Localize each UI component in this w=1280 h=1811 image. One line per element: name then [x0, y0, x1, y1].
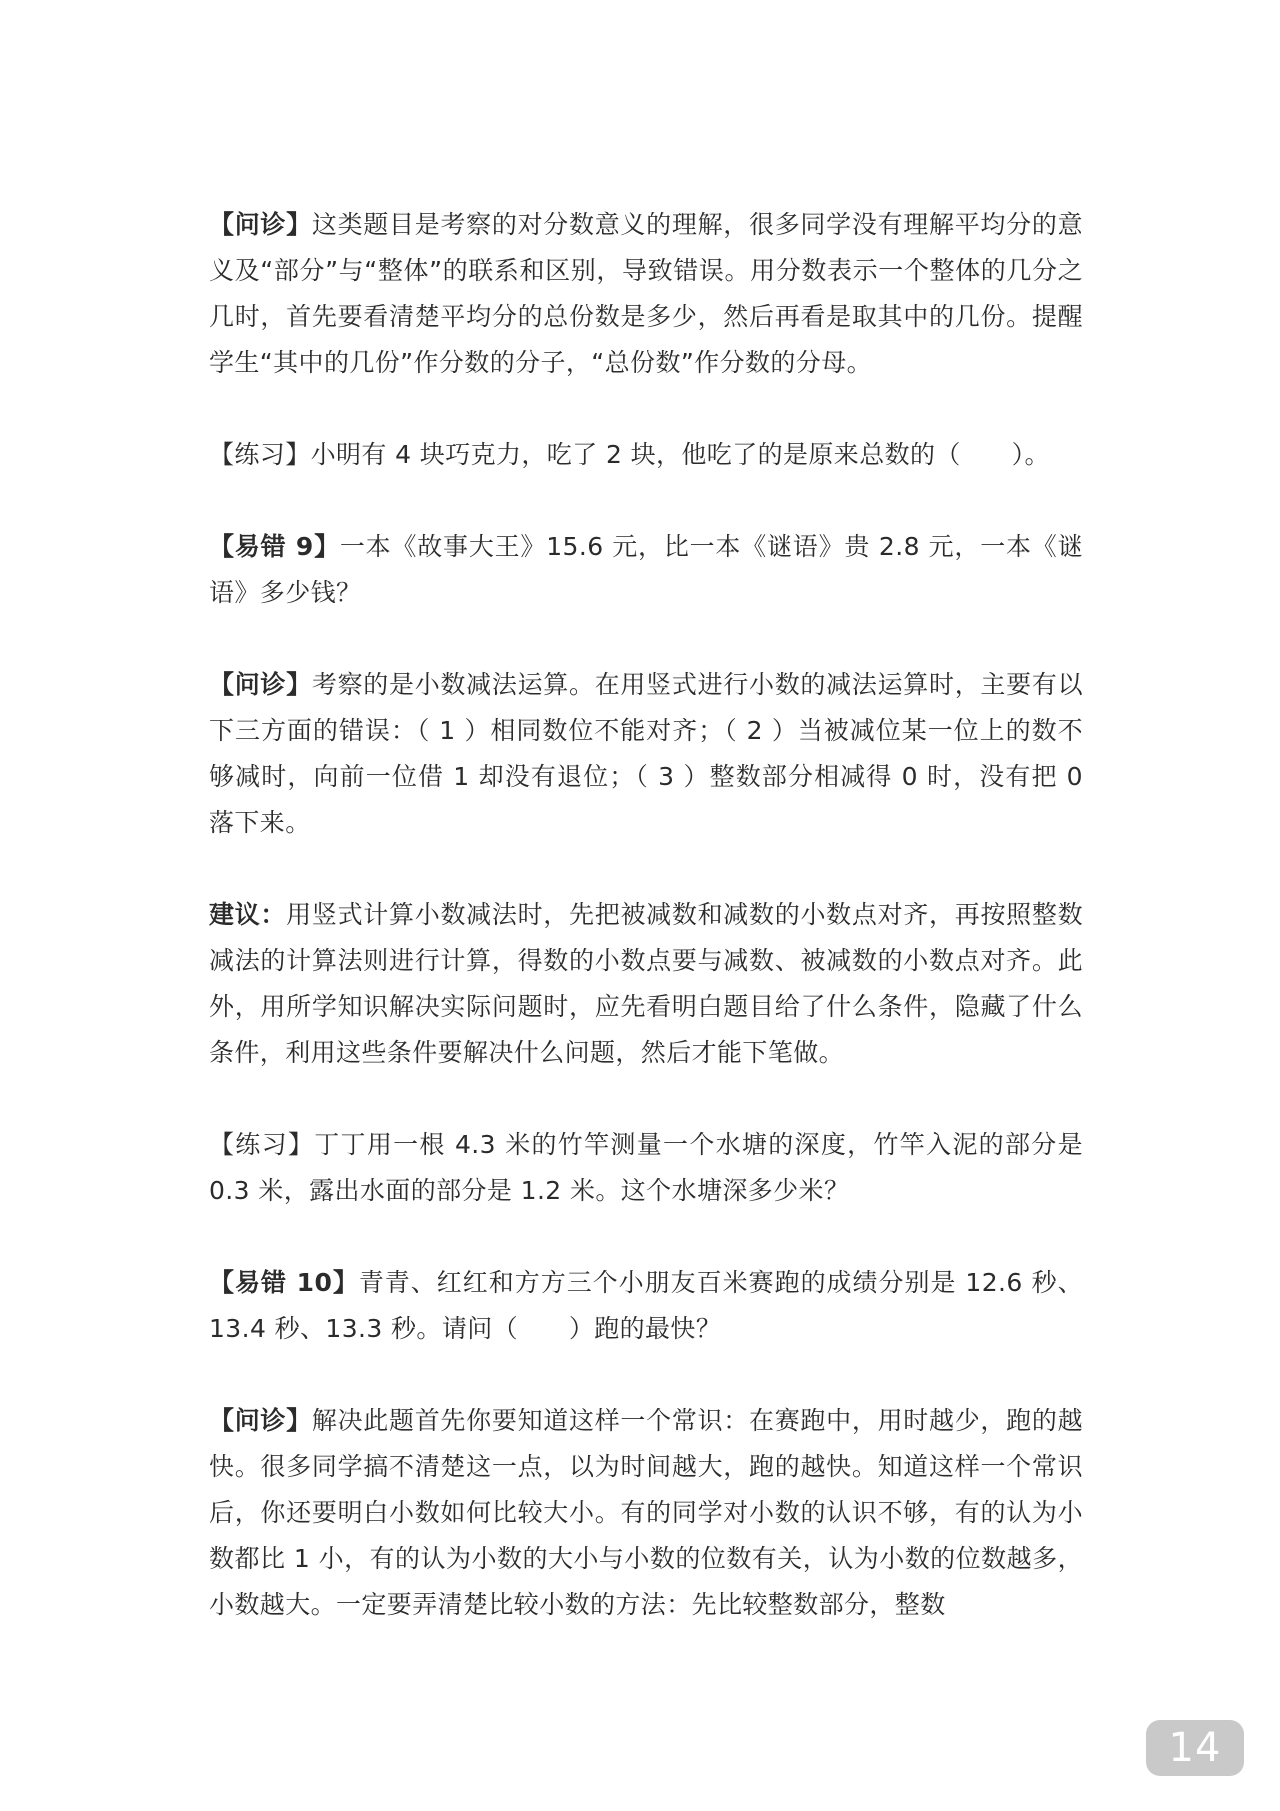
page-content: [209, 202, 1083, 1674]
paragraph-diagnosis-2: [209, 662, 1083, 846]
paragraph-label: 【易错 10】: [209, 1268, 359, 1297]
paragraph-text: 青青、红红和方方三个小朋友百米赛跑的成绩分别是 12.6 秒、13.4 秒、13.3 秒。请问（ ）跑的最快？: [209, 1268, 1083, 1343]
paragraph-label: 【问诊】: [209, 1406, 312, 1435]
paragraph-practice-2: [209, 1122, 1083, 1214]
paragraph-label: 【练习】: [209, 1130, 315, 1159]
paragraph-text: 用竖式计算小数减法时，先把被减数和减数的小数点对齐，再按照整数减法的计算法则进行计算，得数的小数点要与减数、被减数的小数点对齐。此外，用所学知识解决实际问题时，应先看明白题目给了什么条件，隐藏了什么条件，利用这些条件要解决什么问题，然后才能下笔做。: [209, 900, 1084, 1067]
paragraph-text: 丁丁用一根 4.3 米的竹竿测量一个水塘的深度，竹竿入泥的部分是 0.3 米，露出水面的部分是 1.2 米。这个水塘深多少米？: [209, 1130, 1083, 1205]
page-number: 14: [1168, 1725, 1222, 1771]
paragraph-text: 这类题目是考察的对分数意义的理解，很多同学没有理解平均分的意义及“部分”与“整体”的联系和区别，导致错误。用分数表示一个整体的几分之几时，首先要看清楚平均分的总份数是多少，然后再看是取其中的几份。提醒学生“其中的几份”作分数的分子，“总份数”作分数的分母。: [209, 210, 1083, 377]
paragraph-label: 【问诊】: [209, 670, 312, 699]
paragraph-text: 解决此题首先你要知道这样一个常识：在赛跑中，用时越少，跑的越快。很多同学搞不清楚这一点，以为时间越大，跑的越快。知道这样一个常识后，你还要明白小数如何比较大小。有的同学对小数的认识不够，有的认为小数都比 1 小，有的认为小数的大小与小数的位数有关，认为小数的位数越多，小数越大。一定要弄清楚比较小数的方法：先比较整数部分，整数: [209, 1406, 1083, 1619]
paragraph-diagnosis-1: [209, 202, 1083, 386]
paragraph-text: 考察的是小数减法运算。在用竖式进行小数的减法运算时，主要有以下三方面的错误：（ 1 ）相同数位不能对齐；（ 2 ）当被减位某一位上的数不够减时，向前一位借 1 却没有退位；（ 3 ）整数部分相减得 0 时，没有把 0 落下来。: [209, 670, 1083, 837]
paragraph-label: 【易错 9】: [209, 532, 340, 561]
paragraph-label: 【问诊】: [209, 210, 312, 239]
paragraph-label: 【练习】: [209, 440, 311, 469]
paragraph-label: 建议：: [209, 900, 287, 929]
paragraph-diagnosis-3: [209, 1398, 1083, 1628]
paragraph-mistake-10: [209, 1260, 1083, 1352]
paragraph-text: 一本《故事大王》15.6 元，比一本《谜语》贵 2.8 元，一本《谜语》多少钱？: [209, 532, 1083, 607]
paragraph-suggestion: [209, 892, 1083, 1076]
page-number-badge: [1146, 1720, 1244, 1776]
paragraph-practice-1: [209, 432, 1083, 478]
paragraph-text: 小明有 4 块巧克力，吃了 2 块，他吃了的是原来总数的（ ）。: [310, 440, 1050, 469]
paragraph-mistake-9: [209, 524, 1083, 616]
